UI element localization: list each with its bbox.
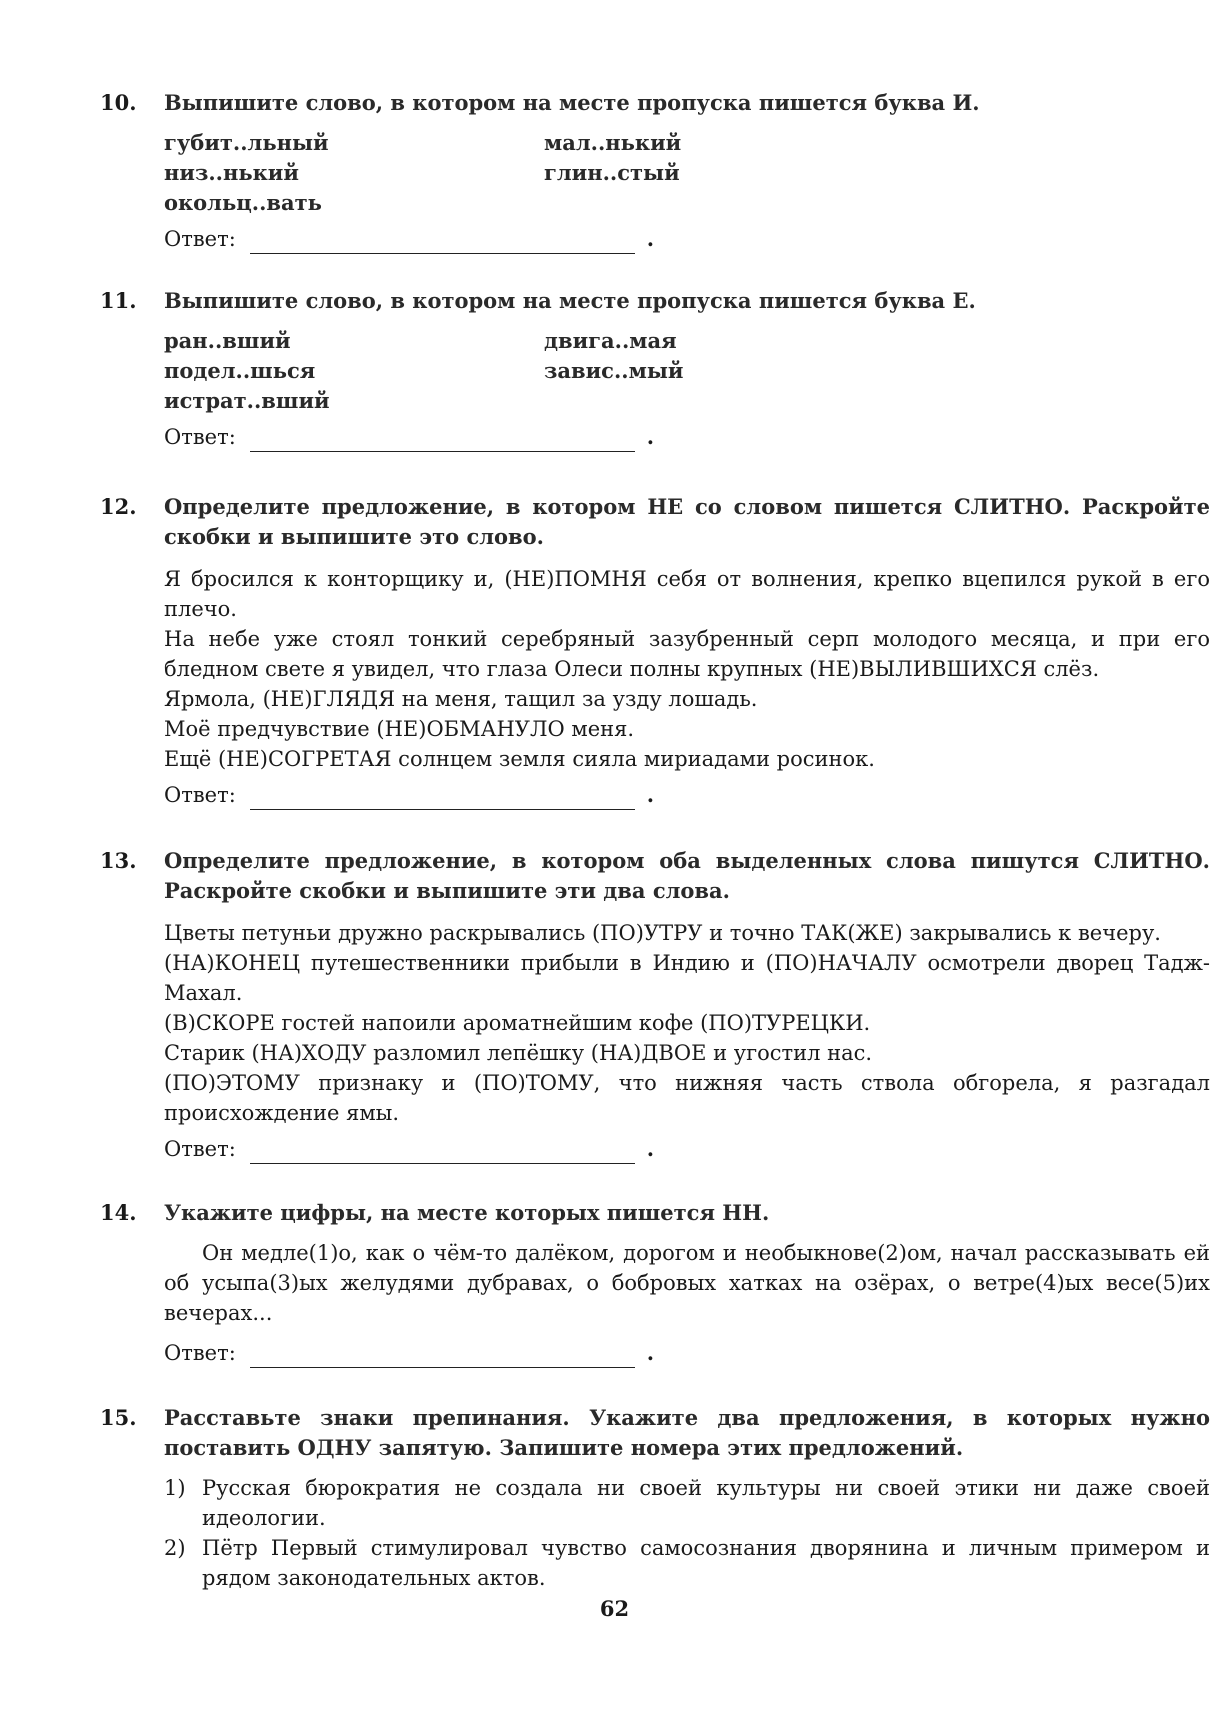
item-number: 1) xyxy=(164,1476,186,1500)
task-14 xyxy=(100,1198,1210,1368)
answer-row: Ответ: . xyxy=(164,1338,1210,1368)
sentence: (В)СКОРЕ гостей напоили ароматнейшим кофе (ПО)ТУРЕЦКИ. xyxy=(164,1011,871,1035)
answer-label: Ответ: xyxy=(164,425,236,449)
sentence: Моё предчувствие (НЕ)ОБМАНУЛО меня. xyxy=(164,717,635,741)
sentence: (НА)КОНЕЦ путешественники прибыли в Индию и (ПО)НАЧАЛУ осмотрели дворец Тадж-Махал. xyxy=(164,951,1210,1005)
sentence: Старик (НА)ХОДУ разломил лепёшку (НА)ДВОЕ и угостил нас. xyxy=(164,1041,873,1065)
word-option: мал..нький xyxy=(544,130,682,155)
word-option: губит..льный xyxy=(164,130,329,155)
word-option: ран..вший xyxy=(164,328,291,353)
task-question: Укажите цифры, на месте которых пишется НН. xyxy=(164,1200,770,1225)
sentence: Ещё (НЕ)СОГРЕТАЯ солнцем земля сияла мириадами росинок. xyxy=(164,747,875,771)
task-11 xyxy=(100,286,1210,452)
task-text: Он медле(1)о, как о чём-то далёком, дорогом и необыкнове(2)ом, начал рассказывать ей об усыпа(3)ых желудями дубравах, о бобровых хатках на озёрах, о ветре(4)ых весе(5)их вечерах... xyxy=(164,1241,1210,1325)
answer-line[interactable] xyxy=(250,787,635,810)
item-text: Русская бюрократия не создала ни своей культуры ни своей этики ни даже своей идеологии. xyxy=(202,1476,1210,1530)
word-options xyxy=(164,326,1210,416)
answer-row: Ответ: . xyxy=(164,780,1210,810)
task-question: Выпишите слово, в котором на месте пропуска пишется буква И. xyxy=(164,90,980,115)
sentence: Цветы петуньи дружно раскрывались (ПО)УТРУ и точно ТАК(ЖЕ) закрывались к вечеру. xyxy=(164,921,1161,945)
sentence: На небе уже стоял тонкий серебряный зазубренный серп молодого месяца, и при его бледном свете я увидел, что глаза Олеси полны крупных (НЕ)ВЫЛИВШИХСЯ слёз. xyxy=(164,627,1210,681)
task-question: Определите предложение, в котором оба выделенных слова пишутся СЛИТНО. Раскройте скобки и выпишите эти два слова. xyxy=(164,848,1210,903)
task-question: Расставьте знаки препинания. Укажите два предложения, в которых нужно поставить ОДНУ запятую. Запишите номера этих предложений. xyxy=(164,1405,1210,1460)
task-12 xyxy=(100,492,1210,810)
answer-label: Ответ: xyxy=(164,1137,236,1161)
task-question: Выпишите слово, в котором на месте пропуска пишется буква Е. xyxy=(164,288,976,313)
page-number: 62 xyxy=(599,1596,630,1621)
sentence: (ПО)ЭТОМУ признаку и (ПО)ТОМУ, что нижняя часть ствола обгорела, я разгадал происхождение ямы. xyxy=(164,1071,1210,1125)
list-item xyxy=(164,1473,1210,1533)
word-option: подел..шься xyxy=(164,358,316,383)
word-option: истрат..вший xyxy=(164,388,330,413)
task-15 xyxy=(100,1403,1210,1593)
task-number: 14. xyxy=(100,1200,137,1225)
answer-line[interactable] xyxy=(250,231,635,254)
word-option: глин..стый xyxy=(544,160,680,185)
task-number: 13. xyxy=(100,848,137,873)
answer-line[interactable] xyxy=(250,1345,635,1368)
task-number: 10. xyxy=(100,90,137,115)
answer-line[interactable] xyxy=(250,1141,635,1164)
answer-label: Ответ: xyxy=(164,1341,236,1365)
word-option: низ..нький xyxy=(164,160,299,185)
list-item xyxy=(164,1533,1210,1593)
task-number: 11. xyxy=(100,288,137,313)
word-options xyxy=(164,128,1210,218)
answer-label: Ответ: xyxy=(164,227,236,251)
answer-row: Ответ: . xyxy=(164,224,1210,254)
task-number: 12. xyxy=(100,494,137,519)
word-option: окольц..вать xyxy=(164,190,322,215)
answer-line[interactable] xyxy=(250,429,635,452)
item-text: Пётр Первый стимулировал чувство самосознания дворянина и личным примером и рядом законодательных актов. xyxy=(202,1536,1210,1590)
sentence: Я бросился к конторщику и, (НЕ)ПОМНЯ себя от волнения, крепко вцепился рукой в его плечо. xyxy=(164,567,1210,621)
item-number: 2) xyxy=(164,1536,186,1560)
task-10 xyxy=(100,88,1210,254)
answer-row: Ответ: . xyxy=(164,1134,1210,1164)
sentence-list xyxy=(164,564,1210,774)
word-option: завис..мый xyxy=(544,358,684,383)
numbered-list xyxy=(164,1473,1210,1593)
task-13 xyxy=(100,846,1210,1164)
sentence: Ярмола, (НЕ)ГЛЯДЯ на меня, тащил за узду лошадь. xyxy=(164,687,758,711)
answer-row: Ответ: . xyxy=(164,422,1210,452)
task-number: 15. xyxy=(100,1405,137,1430)
word-option: двига..мая xyxy=(544,328,677,353)
task-question: Определите предложение, в котором НЕ со словом пишется СЛИТНО. Раскройте скобки и выпишите это слово. xyxy=(164,494,1210,549)
sentence-list xyxy=(164,918,1210,1128)
answer-label: Ответ: xyxy=(164,783,236,807)
